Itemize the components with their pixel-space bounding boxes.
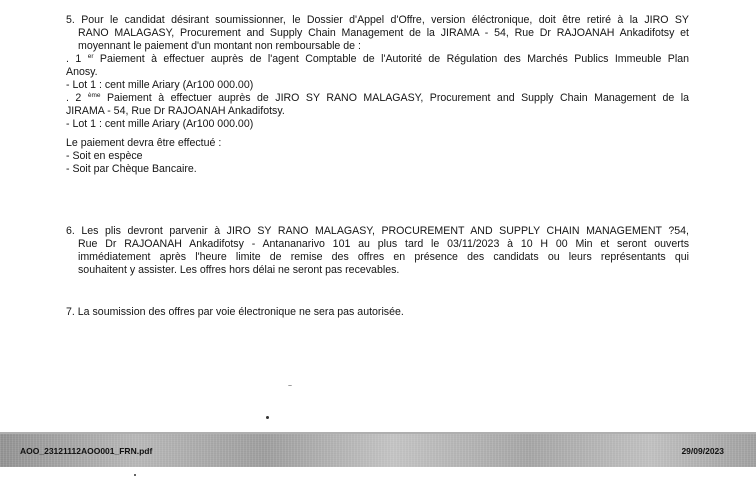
section-5: [66, 14, 689, 53]
footer-date: 29/09/2023: [681, 446, 724, 456]
payment-2-superscript: ème: [87, 92, 101, 99]
section-5-line: moyennant le paiement d'un montant non remboursable de :: [78, 40, 361, 52]
payment-1-superscript: er: [87, 53, 94, 60]
payment-modes: [66, 137, 689, 176]
payment-2-text: Paiement à effectuer auprès de JIRO SY RANO MALAGASY, Procurement and Supply Chain Management de la: [100, 92, 689, 104]
footer-band: [0, 434, 756, 467]
section-6-line: 6. Les plis devront parvenir à JIRO SY RANO MALAGASY, PROCUREMENT AND SUPPLY CHAIN MANAGEMENT ?54,: [66, 225, 689, 237]
section-7-text: 7. La soumission des offres par voie électronique ne sera pas autorisée.: [66, 306, 404, 318]
payment-1-line: [66, 53, 689, 66]
payment-modes-line: - Soit par Chèque Bancaire.: [66, 163, 197, 175]
payment-1-line-2: Anosy.: [66, 66, 98, 78]
payment-1: [66, 53, 689, 92]
section-6-line: souhaitent y assister. Les offres hors délai ne seront pas recevables.: [78, 264, 400, 276]
payment-modes-line: - Soit en espèce: [66, 150, 143, 162]
section-6: [66, 225, 689, 277]
payment-modes-line: Le paiement devra être effectué :: [66, 137, 222, 149]
scan-speck: [134, 474, 136, 476]
section-5-line: 5. Pour le candidat désirant soumissionner, le Dossier d'Appel d'Offre, version éléctronique, doit être retiré à la JIRO SY: [66, 14, 689, 26]
section-6-line: immédiatement après l'heure limite de remise des offres en présence des candidats ou leurs représentants qui: [78, 251, 689, 263]
section-6-line: Rue Dr RAJOANAH Ankadifotsy - Antananarivo 101 au plus tard le 03/11/2023 à 10 H 00 Min et seront ouverts: [78, 238, 689, 250]
scan-speck: [266, 416, 269, 419]
payment-1-prefix: . 1: [66, 53, 82, 65]
scan-speck: [288, 385, 292, 386]
footer-filename: AOO_23121112AOO001_FRN.pdf: [20, 446, 153, 456]
payment-2: [66, 92, 689, 131]
payment-2-line: [66, 92, 689, 105]
section-5-line: RANO MALAGASY, Procurement and Supply Chain Management de la JIRAMA - 54, Rue Dr RAJOANAH Ankadifotsy et: [78, 27, 689, 39]
payment-1-lot: - Lot 1 : cent mille Ariary (Ar100 000.00): [66, 79, 254, 91]
section-7: [66, 306, 689, 319]
payment-2-prefix: . 2: [66, 92, 82, 104]
payment-1-text: Paiement à effectuer auprès de l'agent Comptable de l'Autorité de Régulation des Marchés Publics Immeuble Plan: [93, 53, 689, 65]
payment-2-line-2: JIRAMA - 54, Rue Dr RAJOANAH Ankadifotsy.: [66, 105, 285, 117]
payment-2-lot: - Lot 1 : cent mille Ariary (Ar100 000.00): [66, 118, 254, 130]
